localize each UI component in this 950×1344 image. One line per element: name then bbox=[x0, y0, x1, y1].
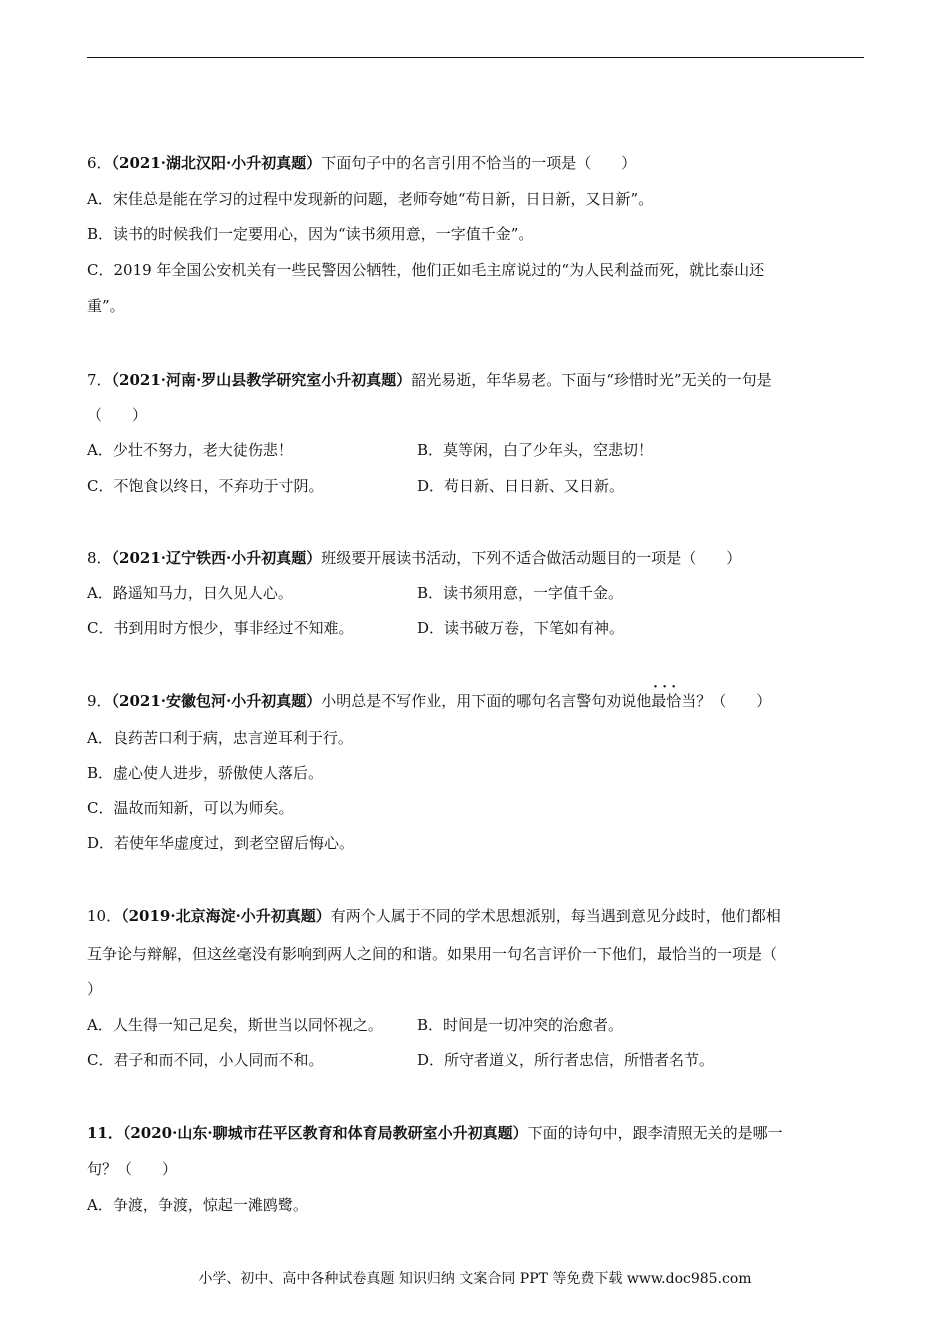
question-10-stem-cont: 互争论与辩解，但这丝毫没有影响到两人之间的和谐。如果用一句名言评价一下他们，最恰当的一项是（ bbox=[87, 945, 778, 963]
question-8-option-d: D．读书破万卷，下笔如有神。 bbox=[417, 619, 625, 637]
question-text-end: ？（ ） bbox=[696, 692, 772, 710]
question-number: 7． bbox=[87, 371, 112, 389]
question-9-option-c: C．温故而知新，可以为师矣。 bbox=[87, 799, 294, 817]
question-7-option-a: A．少壮不努力，老大徒伤悲！ bbox=[87, 441, 293, 459]
question-7-stem-cont: （ ） bbox=[87, 406, 148, 424]
question-6-option-b: B．读书的时候我们一定要用心，因为“读书须用意，一字值千金”。 bbox=[87, 225, 534, 243]
question-11-stem bbox=[87, 1123, 783, 1143]
question-7-option-d: D．苟日新、日日新、又日新。 bbox=[417, 477, 625, 495]
question-7-option-b: B．莫等闲，白了少年头，空悲切！ bbox=[417, 441, 654, 459]
question-source: （2021·辽宁铁西·小升初真题） bbox=[111, 549, 322, 567]
question-source: （2021·河南·罗山县教学研究室小升初真题） bbox=[111, 371, 412, 389]
header-rule bbox=[87, 57, 864, 58]
question-11-option-a: A．争渡，争渡，惊起一滩鸥鹭。 bbox=[87, 1196, 308, 1214]
question-text: 有两个人属于不同的学术思想派别，每当遇到意见分歧时，他们都相 bbox=[330, 907, 781, 925]
question-number: 9． bbox=[87, 692, 112, 710]
question-8-option-a: A．路遥知马力，日久见人心。 bbox=[87, 584, 293, 602]
question-10-stem bbox=[87, 906, 781, 926]
question-source: （2021·湖北汉阳·小升初真题） bbox=[111, 154, 322, 172]
question-text: 韶光易逝，年华易老。下面与“珍惜时光”无关的一句是 bbox=[411, 371, 772, 389]
question-6-option-c: C．2019 年全国公安机关有一些民警因公牺牲，他们正如毛主席说过的“为人民利益而死，就比泰山还 bbox=[87, 261, 765, 279]
question-8-option-b: B．读书须用意，一字值千金。 bbox=[417, 584, 624, 602]
question-number: 8． bbox=[87, 549, 112, 567]
question-number: 11． bbox=[87, 1124, 123, 1142]
question-9-option-b: B．虚心使人进步，骄傲使人落后。 bbox=[87, 764, 324, 782]
question-7-stem bbox=[87, 370, 772, 390]
question-number: 6． bbox=[87, 154, 112, 172]
question-10-option-a: A．人生得一知己足矣，斯世当以同怀视之。 bbox=[87, 1016, 383, 1034]
question-8-stem bbox=[87, 548, 741, 568]
question-text: 小明总是不写作业，用下面的哪句名言警句劝说他 bbox=[321, 692, 652, 710]
question-source: （2020·山东·聊城市茌平区教育和体育局教研室小升初真题） bbox=[122, 1124, 528, 1142]
question-8-option-c: C．书到用时方恨少，事非经过不知难。 bbox=[87, 619, 354, 637]
question-10-option-d: D．所守者道义，所行者忠信，所惜者名节。 bbox=[417, 1051, 715, 1069]
question-10-option-b: B．时间是一切冲突的治愈者。 bbox=[417, 1016, 624, 1034]
question-9-option-a: A．良药苦口利于病，忠言逆耳利于行。 bbox=[87, 729, 353, 747]
emphasis-marked-text: · · · 最恰当 bbox=[651, 692, 696, 710]
question-text: 班级要开展读书活动，下列不适合做活动题目的一项是（ ） bbox=[321, 549, 742, 567]
question-11-stem-cont: 句？（ ） bbox=[87, 1160, 178, 1178]
question-6-option-a: A．宋佳总是能在学习的过程中发现新的问题，老师夸她“苟日新，日日新，又日新”。 bbox=[87, 190, 654, 208]
question-number: 10． bbox=[87, 907, 122, 925]
page-footer: 小学、初中、高中各种试卷真题 知识归纳 文案合同 PPT 等免费下载 www.doc985.com bbox=[198, 1271, 752, 1287]
question-source: （2021·安徽包河·小升初真题） bbox=[111, 692, 322, 710]
question-6-option-c-cont: 重”。 bbox=[87, 297, 125, 315]
question-10-stem-end: ） bbox=[87, 980, 103, 998]
question-9-stem bbox=[87, 691, 771, 711]
question-text: 下面句子中的名言引用不恰当的一项是（ ） bbox=[321, 154, 637, 172]
question-10-option-c: C．君子和而不同，小人同而不和。 bbox=[87, 1051, 324, 1069]
question-9-option-d: D．若使年华虚度过，到老空留后悔心。 bbox=[87, 834, 355, 852]
question-text: 下面的诗句中，跟李清照无关的是哪一 bbox=[527, 1124, 783, 1142]
question-7-option-c: C．不饱食以终日，不弃功于寸阴。 bbox=[87, 477, 324, 495]
question-6-stem bbox=[87, 153, 636, 173]
question-source: （2019·北京海淀·小升初真题） bbox=[121, 907, 331, 925]
